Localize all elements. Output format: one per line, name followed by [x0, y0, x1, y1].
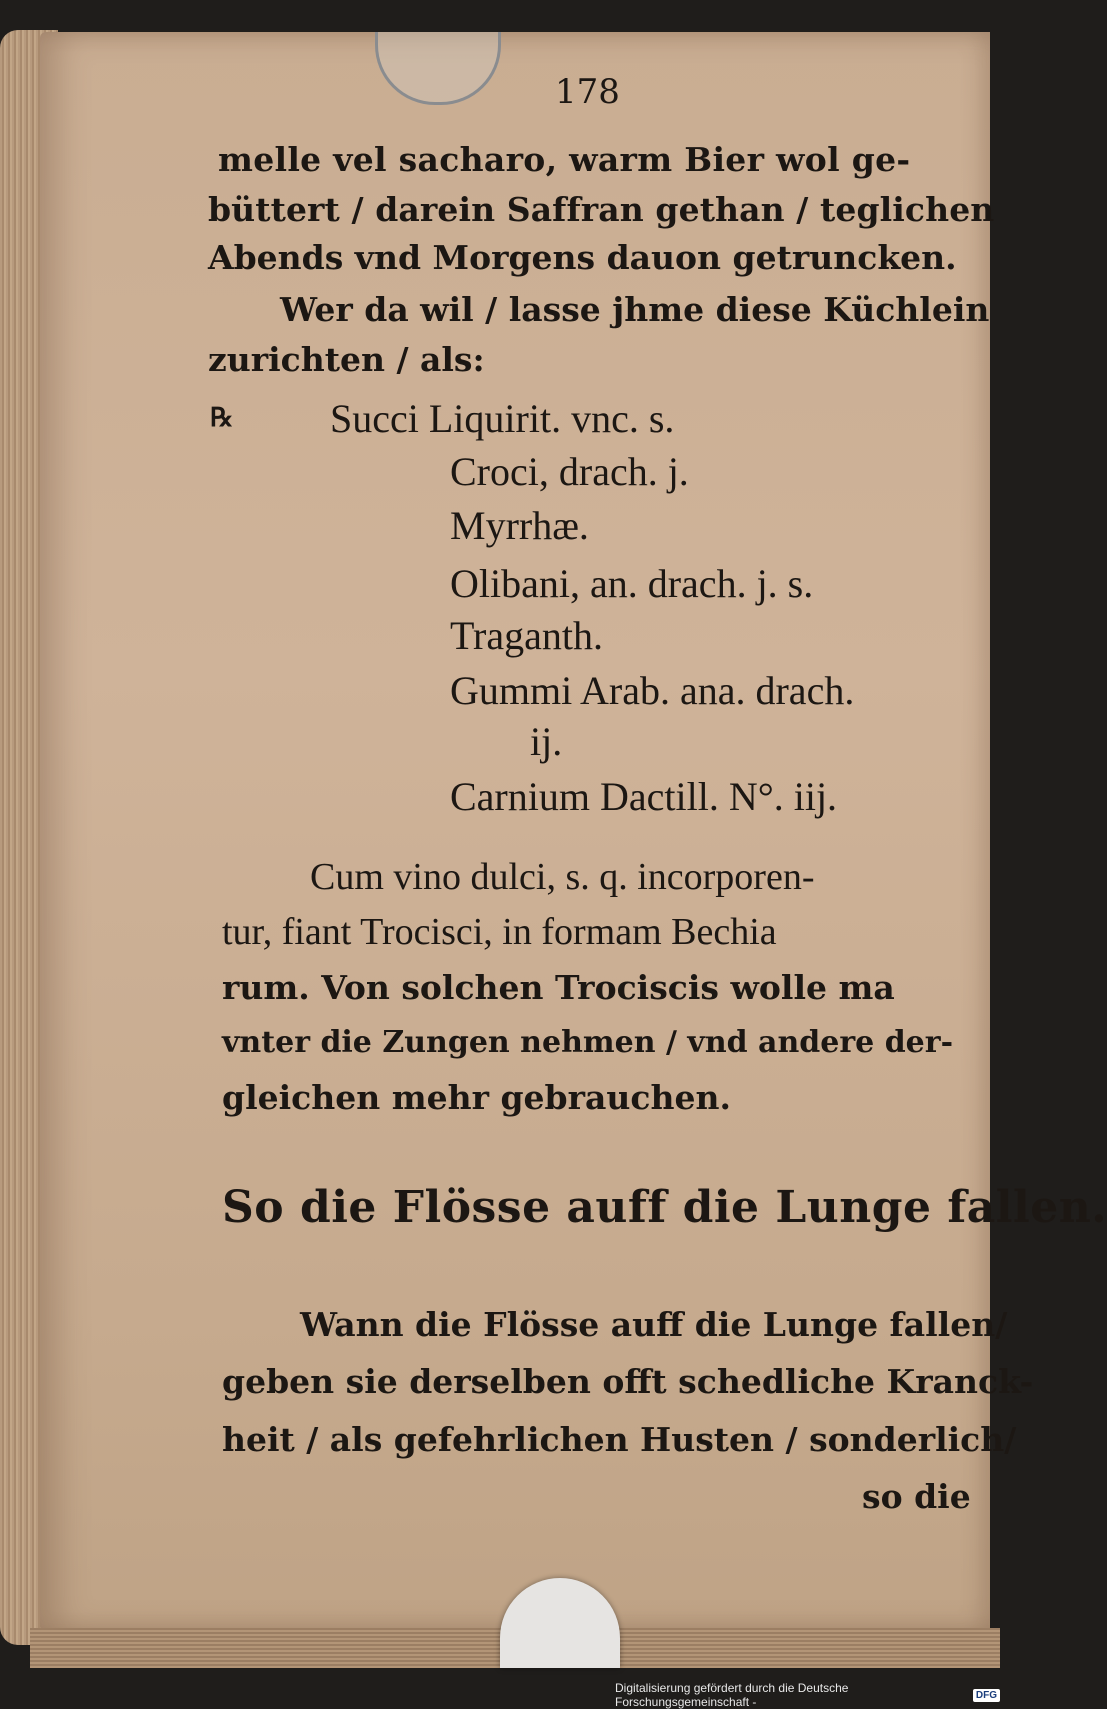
text-line: zurichten / als:: [208, 340, 485, 379]
recipe-line: Carnium Dactill. N°. iij.: [450, 774, 838, 819]
page-number: 178: [555, 72, 620, 112]
text-line: heit / als gefehrlichen Husten / sonderlich/: [222, 1420, 1017, 1459]
recipe-line: Myrrhæ.: [450, 503, 589, 548]
text-line: büttert / darein Saffran gethan / teglichen: [208, 190, 995, 229]
digitization-credit: [615, 1681, 1000, 1709]
text-line: Cum vino dulci, s. q. incorporen-: [310, 856, 815, 898]
text-line: gleichen mehr gebrauchen.: [222, 1078, 731, 1117]
recipe-line: Gummi Arab. ana. drach.: [450, 668, 855, 713]
recipe-line: Olibani, an. drach. j. s.: [450, 561, 814, 606]
text-line: Wann die Flösse auff die Lunge fallen/: [300, 1305, 1008, 1344]
recipe-line: Croci, drach. j.: [450, 449, 689, 494]
recipe-line: ij.: [530, 719, 563, 764]
section-heading: So die Flösse auff die Lunge fallen.: [222, 1182, 1107, 1233]
text-line: melle vel sacharo, warm Bier wol ge-: [218, 140, 911, 179]
recipe-line: Traganth.: [450, 613, 603, 658]
dfg-logo: DFG: [973, 1689, 1000, 1702]
text-line: Wer da wil / lasse jhme diese Küchlein: [280, 290, 990, 329]
text-line: Abends vnd Morgens dauon getruncken.: [208, 238, 957, 277]
text-line: tur, fiant Trocisci, in formam Bechia: [222, 911, 777, 953]
text-line: geben sie derselben offt schedliche Kranck-: [222, 1362, 1034, 1401]
credit-text: Digitalisierung gefördert durch die Deutsche Forschungsgemeinschaft -: [615, 1681, 849, 1709]
text-line: rum. Von solchen Trociscis wolle ma: [222, 968, 895, 1007]
text-line: so die: [862, 1477, 971, 1516]
text-line: vnter die Zungen nehmen / vnd andere der-: [222, 1025, 954, 1060]
recipe-symbol: ℞: [210, 403, 234, 433]
recipe-line: Succi Liquirit. vnc. s.: [330, 396, 675, 441]
